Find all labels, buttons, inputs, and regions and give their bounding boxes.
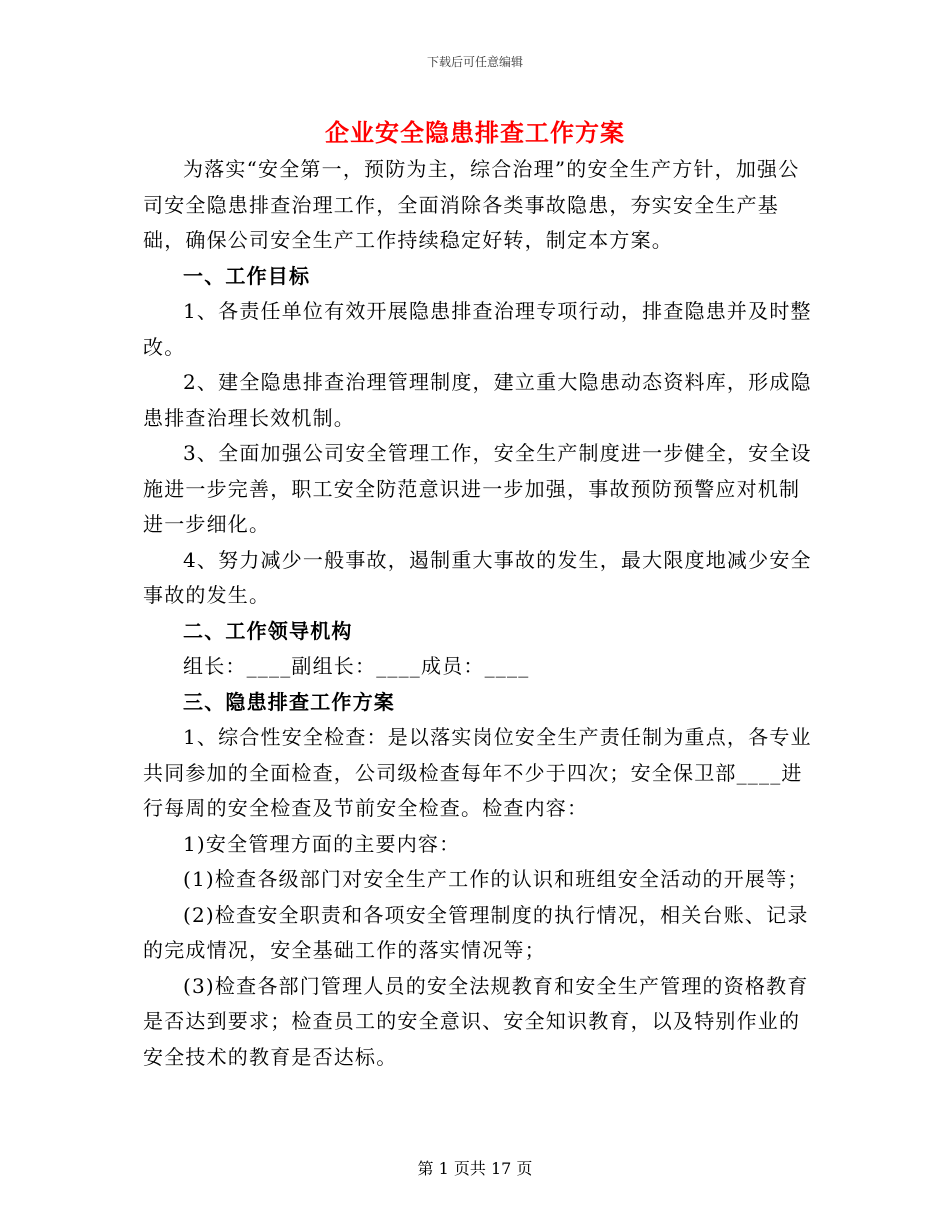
goal-item-3: 3、全面加强公司安全管理工作，安全生产制度进一步健全，安全设施进一步完善，职工安全防范意识进一步加强，事故预防预警应对机制进一步细化。 (143, 441, 812, 536)
header-note: 下载后可任意编辑 (426, 55, 523, 69)
goal-item-2: 2、建全隐患排查治理管理制度，建立重大隐患动态资料库，形成隐患排查治理长效机制。 (143, 370, 812, 430)
section-heading-plan: 三、隐患排查工作方案 (183, 689, 395, 714)
section-heading-leadership: 二、工作领导机构 (183, 618, 353, 643)
intro-paragraph: 为落实“安全第一，预防为主，综合治理”的安全生产方针，加强公司安全隐患排查治理工作，全面消除各类事故隐患，夯实安全生产基础，确保公司安全生产工作持续稳定好转，制定本方案。 (143, 157, 800, 252)
page-number-footer: 第 1 页共 17 页 (417, 1159, 533, 1178)
check-item-2: (2)检查安全职责和各项安全管理制度的执行情况，相关台账、记录的完成情况，安全基础工作的落实情况等； (143, 902, 809, 962)
document-body (143, 152, 813, 1075)
check-item-3: (3)检查各部门管理人员的安全法规教育和安全生产管理的资格教育是否达到要求；检查员工的安全意识、安全知识教育，以及特别作业的安全技术的教育是否达标。 (143, 973, 809, 1069)
plan-subheading-management: 1)安全管理方面的主要内容： (183, 831, 461, 856)
leadership-members: 组长：____副组长：____成员：____ (183, 654, 530, 678)
plan-item-1: 1、综合性安全检查：是以落实岗位安全生产责任制为重点，各专业共同参加的全面检查，公司级检查每年不少于四次；安全保卫部____进行每周的安全检查及节前安全检查。检查内容： (143, 725, 812, 820)
goal-item-1: 1、各责任单位有效开展隐患排查治理专项行动，排查隐患并及时整改。 (143, 299, 812, 359)
goal-item-4: 4、努力减少一般事故，遏制重大事故的发生，最大限度地减少安全事故的发生。 (143, 547, 812, 607)
section-heading-goals: 一、工作目标 (183, 263, 311, 288)
document-title: 企业安全隐患排查工作方案 (325, 118, 625, 147)
check-item-1: (1)检查各级部门对安全生产工作的认识和班组安全活动的开展等； (183, 867, 809, 891)
